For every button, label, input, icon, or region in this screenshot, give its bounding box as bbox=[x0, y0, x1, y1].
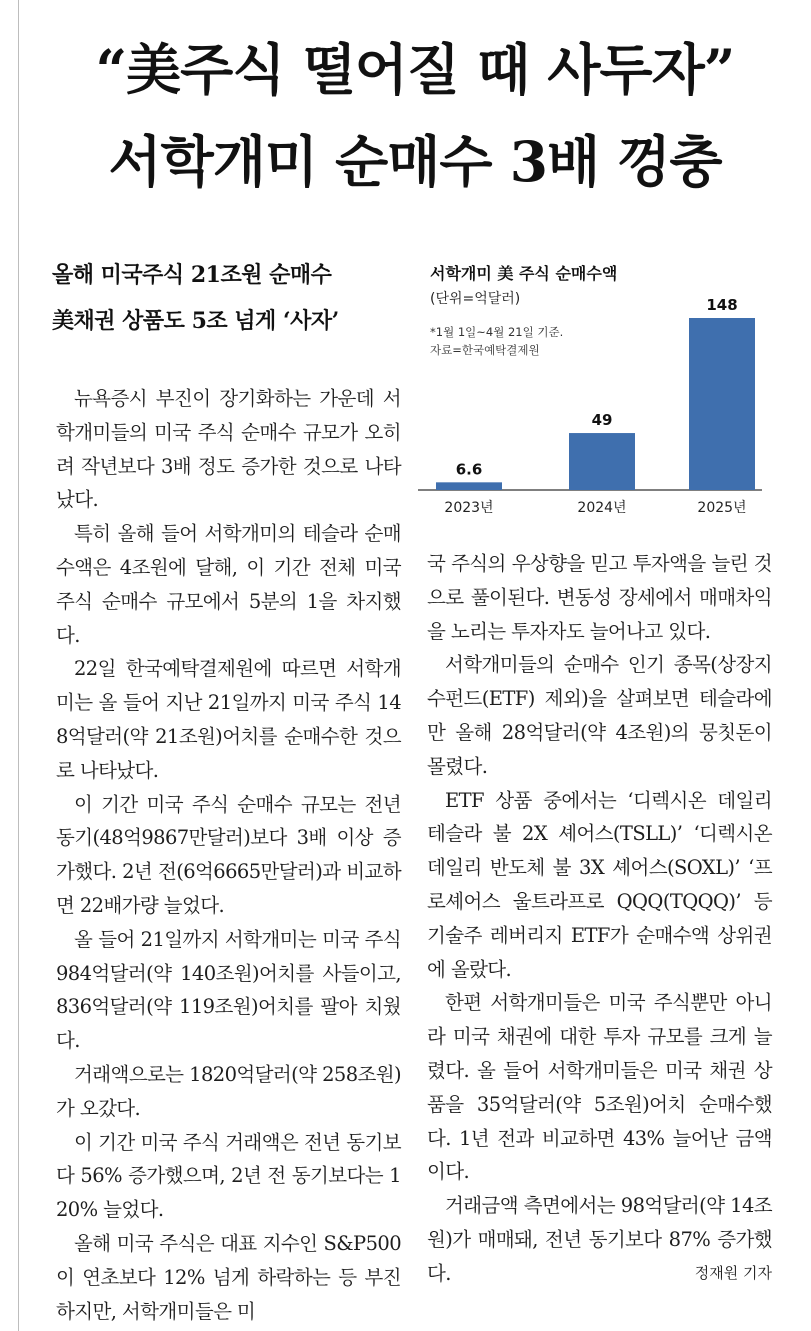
bar-2023년 bbox=[436, 482, 502, 490]
x-tick-label: 2023년 bbox=[444, 500, 494, 516]
chart-unit-label: (단위=억달러) bbox=[430, 291, 521, 307]
bar-value-label: 6.6 bbox=[455, 460, 483, 479]
article-column-right bbox=[427, 547, 772, 1291]
bar-value-label: 148 bbox=[706, 296, 738, 314]
paragraph: 한편 서학개미들은 미국 주식뿐만 아니라 미국 채권에 대한 투자 규모를 크게 늘렸다. 올 들어 서학개미들은 미국 채권 상품을 35억달러(약 5조원)어치 순매수했다. 1년 전과 비교하면 43% 늘어난 금액이다. bbox=[427, 991, 772, 1184]
paragraph: 이 기간 미국 주식 순매수 규모는 전년 동기(48억9867만달러)보다 3배 이상 증가했다. 2년 전(6억6665만달러)과 비교하면 22배가량 늘었다. bbox=[56, 792, 401, 917]
subhead-line2: 美채권 상품도 5조 넘게 ‘사자’ bbox=[52, 308, 339, 334]
paragraph: 뉴욕증시 부진이 장기화하는 가운데 서학개미들의 미국 주식 순매수 규모가 오히려 작년보다 3배 정도 증가한 것으로 나타났다. bbox=[56, 387, 401, 512]
paragraph: 올해 미국 주식은 대표 지수인 S&P500이 연초보다 12% 넘게 하락하는 등 부진하지만, 서학개미들은 미 bbox=[56, 1231, 401, 1323]
bar-2025년 bbox=[689, 318, 755, 490]
chart-title: 서학개미 美 주식 순매수액 bbox=[430, 264, 618, 283]
bar-2024년 bbox=[569, 433, 635, 490]
paragraph-text: 거래금액 측면에서는 98억달러(약 14조원)가 매매돼, 전년 동기보다 87% 증가했다. bbox=[427, 1194, 772, 1285]
subhead-line1: 올해 미국주식 21조원 순매수 bbox=[52, 262, 332, 288]
paragraph: 이 기간 미국 주식 거래액은 전년 동기보다 56% 증가했으며, 2년 전 동기보다는 120% 늘었다. bbox=[56, 1130, 401, 1222]
headline-line1: “美주식 떨어질 때 사두자” bbox=[95, 37, 735, 102]
bar-value-label: 49 bbox=[591, 411, 613, 430]
paragraph: 거래액으로는 1820억달러(약 258조원)가 오갔다. bbox=[56, 1062, 401, 1120]
paragraph: 국 주식의 우상향을 믿고 투자액을 늘린 것으로 풀이된다. 변동성 장세에서 매매차익을 노리는 투자자도 늘어나고 있다. bbox=[427, 552, 772, 643]
paragraph: 특히 올해 들어 서학개미의 테슬라 순매수액은 4조원에 달해, 이 기간 전체 미국 주식 순매수 규모에서 5분의 1을 차지했다. bbox=[56, 522, 401, 647]
chart-note-basis: *1월 1일~4월 21일 기준. bbox=[430, 325, 564, 339]
x-tick-label: 2024년 bbox=[577, 500, 627, 516]
paragraph: 올 들어 21일까지 서학개미는 미국 주식 984억달러(약 140조원)어치를 사들이고, 836억달러(약 119조원)어치를 팔아 치웠다. bbox=[56, 927, 401, 1053]
paragraph: 22일 한국예탁결제원에 따르면 서학개미는 올 들어 지난 21일까지 미국 주식 148억달러(약 21조원)어치를 순매수한 것으로 나타났다. bbox=[56, 657, 401, 782]
x-tick-label: 2025년 bbox=[697, 500, 747, 516]
byline: 정재원 기자 bbox=[694, 1263, 772, 1282]
paragraph: 서학개미들의 순매수 인기 종목(상장지수펀드(ETF) 제외)을 살펴보면 테슬라에만 올해 28억달러(약 4조원)의 뭉칫돈이 몰렸다. bbox=[427, 653, 772, 778]
net-purchase-bar-chart bbox=[412, 255, 772, 525]
paragraph-last bbox=[427, 1189, 772, 1290]
paragraph: ETF 상품 중에서는 ‘디렉시온 데일리 테슬라 불 2X 셰어스(TSLL)’ ‘디렉시온 데일리 반도체 불 3X 셰어스(SOXL)’ ‘프로셰어스 울트라프로 QQQ(TQQQ)’ 등 기술주 레버리지 ETF가 순매수액 상위권에 올랐다. bbox=[427, 788, 772, 981]
chart-note-source: 자료=한국예탁결제원 bbox=[430, 343, 540, 357]
headline-line2: 서학개미 순매수 3배 껑충 bbox=[108, 129, 722, 194]
chart-plot bbox=[412, 255, 772, 525]
article-column-left bbox=[56, 382, 401, 1328]
column-rule bbox=[18, 0, 19, 1331]
